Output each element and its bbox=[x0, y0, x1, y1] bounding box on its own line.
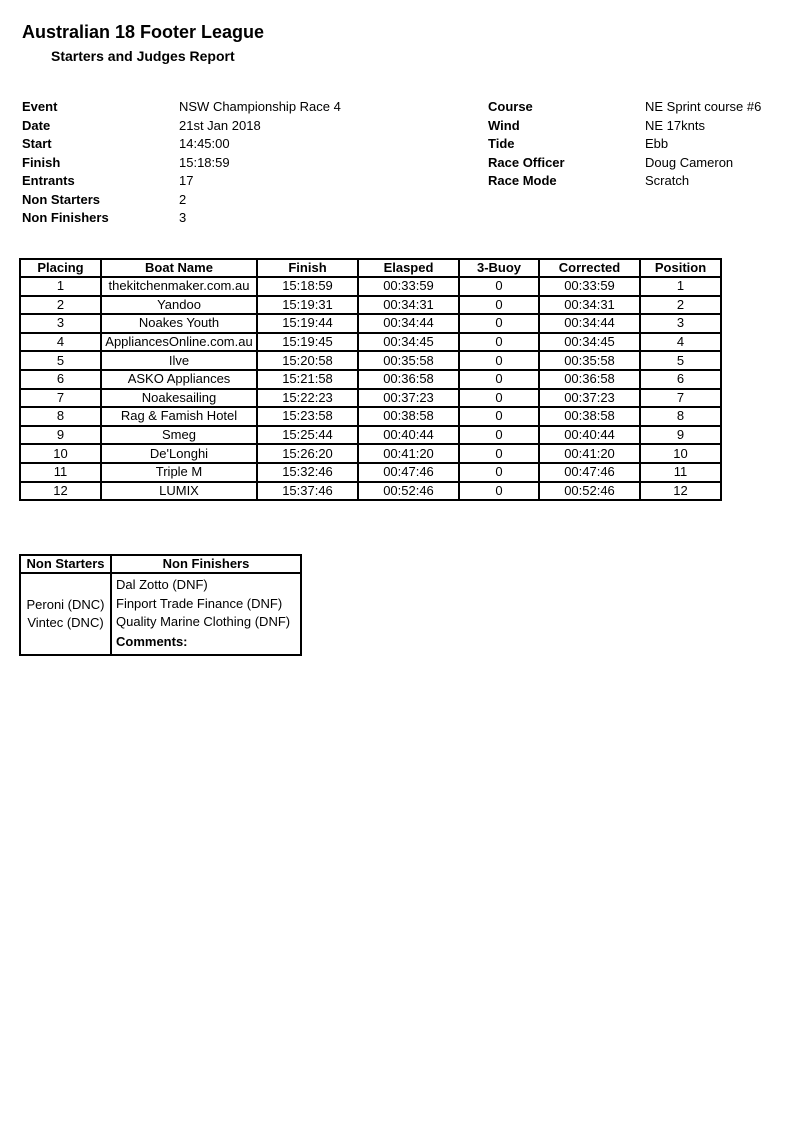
table-row bbox=[20, 277, 721, 296]
cell-3-buoy: 0 bbox=[459, 389, 539, 408]
cell-3-buoy: 0 bbox=[459, 277, 539, 296]
results-table bbox=[19, 258, 722, 501]
non-starter-item: Peroni (DNC) bbox=[26, 596, 105, 612]
cell-elapsed: 00:40:44 bbox=[358, 426, 459, 445]
cell-boat-name: thekitchenmaker.com.au bbox=[101, 277, 257, 296]
info-label: Tide bbox=[488, 136, 515, 151]
non-starter-item: Vintec (DNC) bbox=[27, 615, 104, 630]
cell-corrected: 00:40:44 bbox=[539, 426, 640, 445]
info-label: Non Starters bbox=[22, 191, 101, 207]
cell-placing: 1 bbox=[20, 277, 101, 296]
cell-placing: 4 bbox=[20, 333, 101, 352]
cell-position: 1 bbox=[640, 277, 721, 296]
col-header-placing: Placing bbox=[20, 259, 101, 277]
cell-corrected: 00:38:58 bbox=[539, 407, 640, 426]
cell-corrected: 00:47:46 bbox=[539, 463, 640, 482]
non-finisher-item: Dal Zotto (DNF) bbox=[116, 577, 208, 592]
col-header-boat-name: Boat Name bbox=[101, 259, 257, 277]
cell-placing: 3 bbox=[20, 314, 101, 333]
info-value: 2 bbox=[179, 191, 187, 207]
table-row bbox=[20, 407, 721, 426]
info-label: Wind bbox=[488, 117, 520, 133]
cell-finish: 15:19:45 bbox=[257, 333, 358, 352]
cell-finish: 15:23:58 bbox=[257, 407, 358, 426]
cell-finish: 15:37:46 bbox=[257, 482, 358, 501]
cell-elapsed: 00:34:45 bbox=[358, 333, 459, 352]
info-row-tide bbox=[488, 135, 761, 154]
info-label: Date bbox=[22, 117, 51, 133]
info-row-race-mode bbox=[488, 172, 761, 191]
cell-placing: 12 bbox=[20, 482, 101, 501]
info-row-entrants bbox=[22, 172, 341, 191]
cell-boat-name: AppliancesOnline.com.au bbox=[101, 333, 257, 352]
cell-position: 8 bbox=[640, 407, 721, 426]
cell-boat-name: Yandoo bbox=[101, 296, 257, 315]
info-value: 17 bbox=[179, 173, 194, 188]
cell-finish: 15:26:20 bbox=[257, 444, 358, 463]
cell-elapsed: 00:47:46 bbox=[358, 463, 459, 482]
cell-position: 7 bbox=[640, 389, 721, 408]
info-value: NE Sprint course #6 bbox=[645, 99, 762, 114]
cell-position: 5 bbox=[640, 351, 721, 370]
cell-placing: 8 bbox=[20, 407, 101, 426]
info-value: Doug Cameron bbox=[645, 154, 734, 170]
cell-elapsed: 00:52:46 bbox=[358, 482, 459, 501]
cell-3-buoy: 0 bbox=[459, 296, 539, 315]
cell-3-buoy: 0 bbox=[459, 426, 539, 445]
cell-corrected: 00:33:59 bbox=[539, 277, 640, 296]
info-value: 15:18:59 bbox=[179, 154, 230, 170]
info-row-non-finishers bbox=[22, 209, 341, 228]
cell-finish: 15:25:44 bbox=[257, 426, 358, 445]
info-label: Event bbox=[22, 99, 58, 114]
extras-header-row bbox=[20, 555, 301, 573]
cell-position: 10 bbox=[640, 444, 721, 463]
cell-boat-name: ASKO Appliances bbox=[101, 370, 257, 389]
table-row bbox=[20, 314, 721, 333]
cell-elapsed: 00:38:58 bbox=[358, 407, 459, 426]
cell-boat-name: Rag & Famish Hotel bbox=[101, 407, 257, 426]
info-value: 3 bbox=[179, 210, 187, 225]
cell-corrected: 00:34:31 bbox=[539, 296, 640, 315]
cell-3-buoy: 0 bbox=[459, 463, 539, 482]
non-starters-header: Non Starters bbox=[20, 555, 111, 573]
results-header-row bbox=[20, 259, 721, 277]
info-label: Entrants bbox=[22, 173, 75, 188]
cell-elapsed: 00:35:58 bbox=[358, 351, 459, 370]
info-row-non-starters bbox=[22, 191, 341, 210]
info-row-course bbox=[488, 98, 761, 117]
cell-3-buoy: 0 bbox=[459, 314, 539, 333]
cell-placing: 11 bbox=[20, 463, 101, 482]
cell-boat-name: De'Longhi bbox=[101, 444, 257, 463]
info-value: 21st Jan 2018 bbox=[179, 117, 261, 133]
info-label: Course bbox=[488, 99, 533, 114]
cell-finish: 15:18:59 bbox=[257, 277, 358, 296]
non-starters-finishers-table bbox=[19, 554, 302, 656]
col-header-corrected: Corrected bbox=[539, 259, 640, 277]
info-label: Non Finishers bbox=[22, 210, 109, 225]
col-header-elapsed: Elasped bbox=[358, 259, 459, 277]
cell-corrected: 00:34:45 bbox=[539, 333, 640, 352]
info-row-finish bbox=[22, 154, 341, 173]
comments-label: Comments: bbox=[116, 633, 188, 649]
cell-position: 4 bbox=[640, 333, 721, 352]
cell-elapsed: 00:37:23 bbox=[358, 389, 459, 408]
info-row-wind bbox=[488, 117, 761, 136]
cell-corrected: 00:36:58 bbox=[539, 370, 640, 389]
info-row-start bbox=[22, 135, 341, 154]
extras-row bbox=[20, 573, 301, 655]
table-row bbox=[20, 370, 721, 389]
cell-finish: 15:21:58 bbox=[257, 370, 358, 389]
info-row-event bbox=[22, 98, 341, 117]
cell-3-buoy: 0 bbox=[459, 370, 539, 389]
cell-boat-name: Noakes Youth bbox=[101, 314, 257, 333]
cell-placing: 2 bbox=[20, 296, 101, 315]
cell-corrected: 00:34:44 bbox=[539, 314, 640, 333]
cell-placing: 5 bbox=[20, 351, 101, 370]
cell-3-buoy: 0 bbox=[459, 444, 539, 463]
report-subtitle: Starters and Judges Report bbox=[51, 48, 235, 64]
table-row bbox=[20, 296, 721, 315]
cell-position: 6 bbox=[640, 370, 721, 389]
table-row bbox=[20, 444, 721, 463]
cell-elapsed: 00:33:59 bbox=[358, 277, 459, 296]
info-label: Start bbox=[22, 136, 52, 151]
cell-position: 2 bbox=[640, 296, 721, 315]
info-value: NSW Championship Race 4 bbox=[179, 99, 341, 114]
cell-elapsed: 00:41:20 bbox=[358, 444, 459, 463]
cell-boat-name: Noakesailing bbox=[101, 389, 257, 408]
cell-position: 9 bbox=[640, 426, 721, 445]
table-row bbox=[20, 333, 721, 352]
cell-placing: 9 bbox=[20, 426, 101, 445]
table-row bbox=[20, 351, 721, 370]
non-finishers-cell bbox=[111, 573, 301, 655]
info-value: 14:45:00 bbox=[179, 136, 230, 151]
cell-corrected: 00:52:46 bbox=[539, 482, 640, 501]
cell-finish: 15:19:31 bbox=[257, 296, 358, 315]
table-row bbox=[20, 463, 721, 482]
info-value: Scratch bbox=[645, 173, 690, 188]
results-body bbox=[20, 277, 721, 500]
cell-position: 3 bbox=[640, 314, 721, 333]
non-starters-cell bbox=[20, 573, 111, 655]
cell-3-buoy: 0 bbox=[459, 482, 539, 501]
cell-boat-name: LUMIX bbox=[101, 482, 257, 501]
table-row bbox=[20, 389, 721, 408]
info-row-race-officer bbox=[488, 154, 761, 173]
cell-elapsed: 00:34:44 bbox=[358, 314, 459, 333]
non-finisher-item: Finport Trade Finance (DNF) bbox=[116, 595, 283, 611]
race-info-left bbox=[22, 98, 341, 228]
cell-3-buoy: 0 bbox=[459, 407, 539, 426]
cell-placing: 6 bbox=[20, 370, 101, 389]
cell-elapsed: 00:34:31 bbox=[358, 296, 459, 315]
cell-boat-name: Smeg bbox=[101, 426, 257, 445]
info-row-date bbox=[22, 117, 341, 136]
cell-3-buoy: 0 bbox=[459, 333, 539, 352]
non-finishers-header: Non Finishers bbox=[111, 555, 301, 573]
cell-finish: 15:22:23 bbox=[257, 389, 358, 408]
col-header-position: Position bbox=[640, 259, 721, 277]
info-value: NE 17knts bbox=[645, 117, 705, 133]
cell-corrected: 00:35:58 bbox=[539, 351, 640, 370]
cell-placing: 10 bbox=[20, 444, 101, 463]
table-row bbox=[20, 426, 721, 445]
cell-placing: 7 bbox=[20, 389, 101, 408]
non-finisher-item: Quality Marine Clothing (DNF) bbox=[116, 614, 291, 629]
info-label: Race Mode bbox=[488, 173, 557, 188]
cell-finish: 15:20:58 bbox=[257, 351, 358, 370]
cell-3-buoy: 0 bbox=[459, 351, 539, 370]
info-value: Ebb bbox=[645, 136, 669, 151]
info-label: Finish bbox=[22, 154, 61, 170]
cell-corrected: 00:37:23 bbox=[539, 389, 640, 408]
col-header-3-buoy: 3-Buoy bbox=[459, 259, 539, 277]
table-row bbox=[20, 482, 721, 501]
report-title: Australian 18 Footer League bbox=[22, 22, 265, 42]
col-header-finish: Finish bbox=[257, 259, 358, 277]
cell-corrected: 00:41:20 bbox=[539, 444, 640, 463]
info-label: Race Officer bbox=[488, 154, 565, 170]
cell-position: 12 bbox=[640, 482, 721, 501]
cell-elapsed: 00:36:58 bbox=[358, 370, 459, 389]
cell-finish: 15:32:46 bbox=[257, 463, 358, 482]
cell-finish: 15:19:44 bbox=[257, 314, 358, 333]
cell-position: 11 bbox=[640, 463, 721, 482]
race-info-right bbox=[488, 98, 761, 191]
cell-boat-name: Ilve bbox=[101, 351, 257, 370]
cell-boat-name: Triple M bbox=[101, 463, 257, 482]
